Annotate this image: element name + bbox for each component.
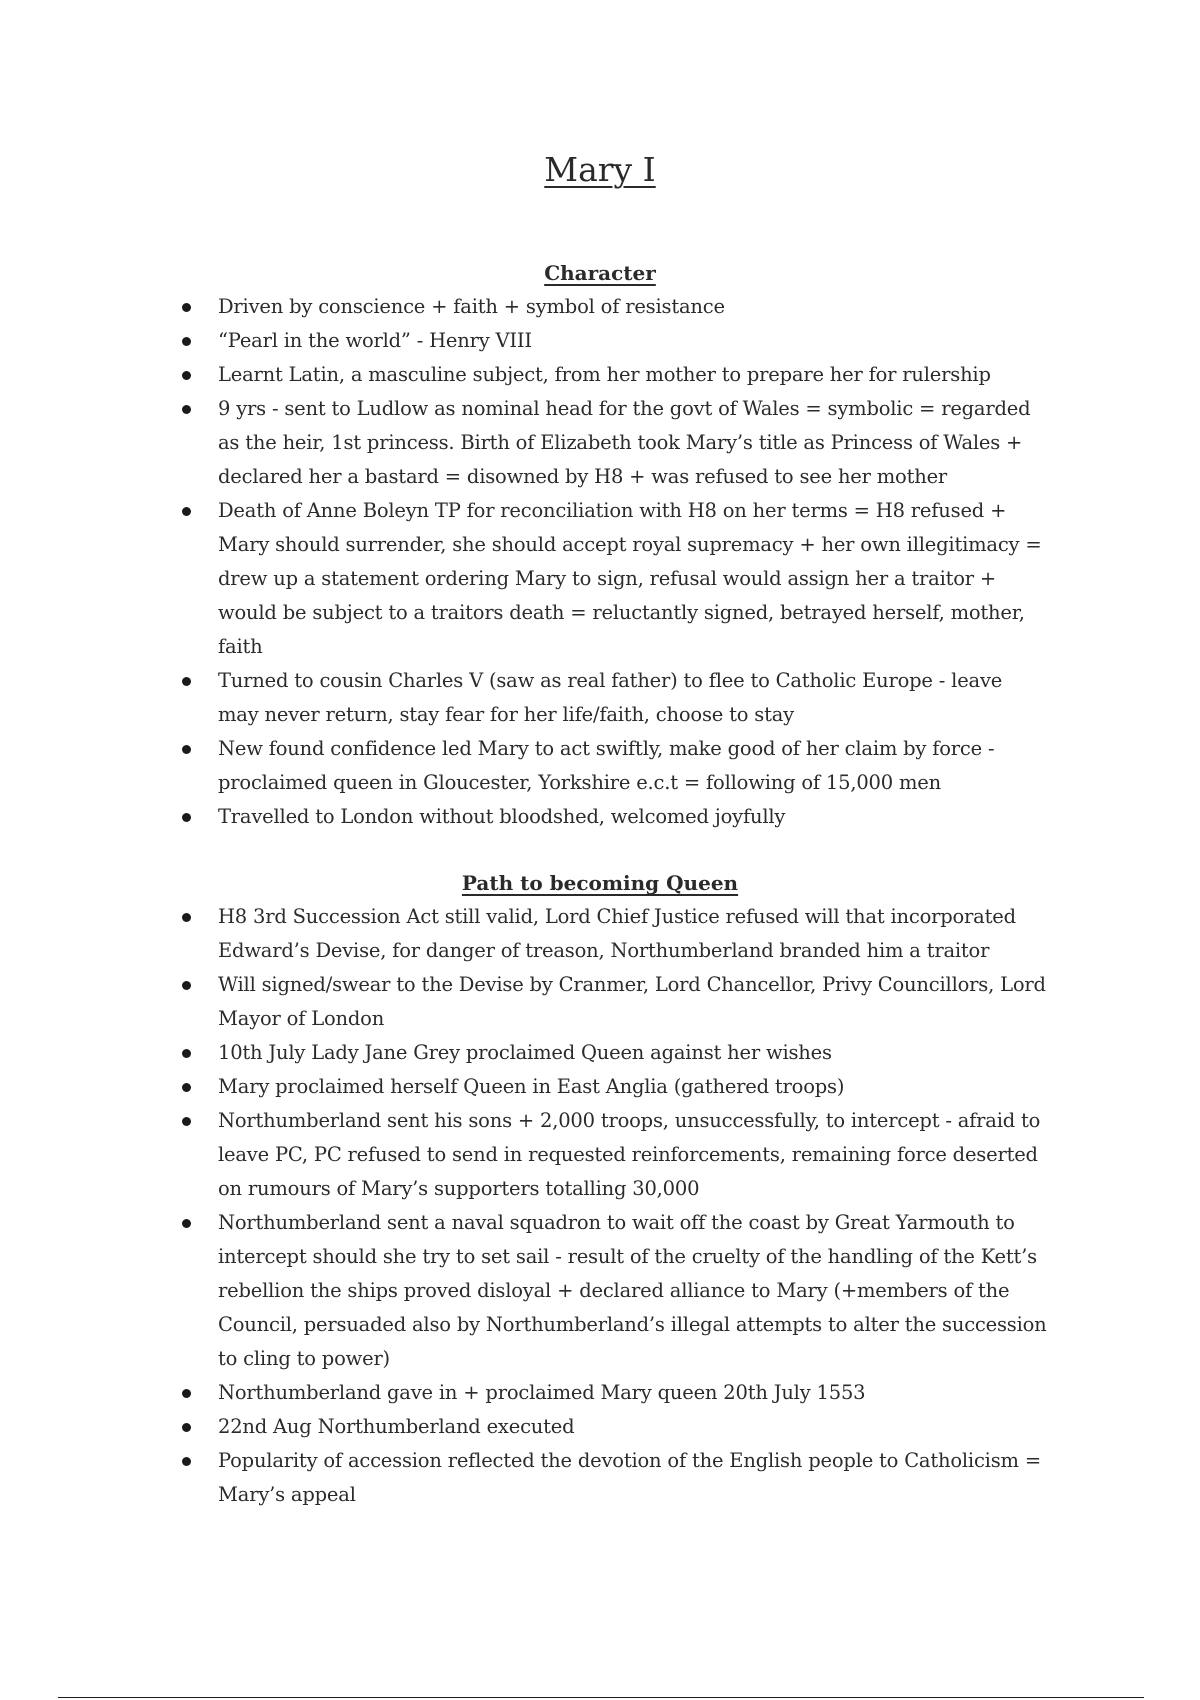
list-item-text: 22nd Aug Northumberland executed bbox=[218, 1415, 575, 1438]
list-item-text: Mary proclaimed herself Queen in East Anglia (gathered troops) bbox=[218, 1075, 845, 1098]
list-item bbox=[0, 290, 1048, 324]
footer-divider bbox=[58, 1697, 1144, 1698]
list-item bbox=[0, 1036, 1048, 1070]
bullet-icon bbox=[182, 1219, 191, 1228]
bullet-icon bbox=[182, 337, 191, 346]
character-section bbox=[0, 256, 1200, 834]
character-list bbox=[0, 290, 1200, 834]
path-heading: Path to becoming Queen bbox=[461, 871, 739, 895]
list-item-text: Northumberland sent a naval squadron to wait off the coast by Great Yarmouth to intercept should she try to set sail - result of the cruelty of the handling of the Kett’s rebellion the ships proved disloyal + declared alliance to Mary (+members of the Council, persuaded also by Northumberland’s illegal attempts to alter the succession to cling to power) bbox=[218, 1211, 1047, 1370]
page-title: Mary I bbox=[544, 150, 656, 189]
list-item-text: Will signed/swear to the Devise by Cranmer, Lord Chancellor, Privy Councillors, Lord Mayor of London bbox=[218, 973, 1046, 1030]
list-item bbox=[0, 732, 1048, 800]
list-item bbox=[0, 900, 1048, 968]
bullet-icon bbox=[182, 371, 191, 380]
list-item bbox=[0, 324, 1048, 358]
bullet-icon bbox=[182, 1049, 191, 1058]
list-item bbox=[0, 800, 1048, 834]
list-item-text: Northumberland sent his sons + 2,000 troops, unsuccessfully, to intercept - afraid to leave PC, PC refused to send in requested reinforcements, remaining force deserted on rumours of Mary’s supporters totalling 30,000 bbox=[218, 1109, 1041, 1200]
list-item bbox=[0, 1376, 1048, 1410]
bullet-icon bbox=[182, 303, 191, 312]
list-item-text: Turned to cousin Charles V (saw as real father) to flee to Catholic Europe - leave may never return, stay fear for her life/faith, choose to stay bbox=[218, 669, 1003, 726]
bullet-icon bbox=[182, 1423, 191, 1432]
list-item-text: 10th July Lady Jane Grey proclaimed Queen against her wishes bbox=[218, 1041, 832, 1064]
bullet-icon bbox=[182, 913, 191, 922]
list-item-text: H8 3rd Succession Act still valid, Lord Chief Justice refused will that incorporated Edward’s Devise, for danger of treason, Northumberland branded him a traitor bbox=[218, 905, 1016, 962]
list-item bbox=[0, 968, 1048, 1036]
list-item bbox=[0, 1104, 1048, 1206]
bullet-icon bbox=[182, 981, 191, 990]
list-item-text: New found confidence led Mary to act swiftly, make good of her claim by force - proclaimed queen in Gloucester, Yorkshire e.c.t = following of 15,000 men bbox=[218, 737, 995, 794]
list-item-text: Learnt Latin, a masculine subject, from her mother to prepare her for rulership bbox=[218, 363, 991, 386]
list-item bbox=[0, 664, 1048, 732]
list-item-text: Travelled to London without bloodshed, welcomed joyfully bbox=[218, 805, 786, 828]
list-item-text: 9 yrs - sent to Ludlow as nominal head for the govt of Wales = symbolic = regarded as the heir, 1st princess. Birth of Elizabeth took Mary’s title as Princess of Wales + declared her a bastard = disowned by H8 + was refused to see her mother bbox=[218, 397, 1031, 488]
character-heading: Character bbox=[544, 261, 656, 285]
path-list bbox=[0, 900, 1200, 1512]
list-item-text: “Pearl in the world” - Henry VIII bbox=[218, 329, 532, 352]
list-item bbox=[0, 1070, 1048, 1104]
list-item bbox=[0, 494, 1048, 664]
bullet-icon bbox=[182, 813, 191, 822]
list-item-text: Driven by conscience + faith + symbol of resistance bbox=[218, 295, 725, 318]
bullet-icon bbox=[182, 1083, 191, 1092]
bullet-icon bbox=[182, 1457, 191, 1466]
list-item bbox=[0, 392, 1048, 494]
path-to-queen-section bbox=[0, 866, 1200, 1512]
list-item bbox=[0, 1206, 1048, 1376]
bullet-icon bbox=[182, 745, 191, 754]
list-item bbox=[0, 358, 1048, 392]
bullet-icon bbox=[182, 1117, 191, 1126]
list-item-text: Northumberland gave in + proclaimed Mary queen 20th July 1553 bbox=[218, 1381, 866, 1404]
list-item bbox=[0, 1410, 1048, 1444]
bullet-icon bbox=[182, 1389, 191, 1398]
list-item-text: Popularity of accession reflected the devotion of the English people to Catholicism = Mary’s appeal bbox=[218, 1449, 1041, 1506]
bullet-icon bbox=[182, 677, 191, 686]
list-item-text: Death of Anne Boleyn TP for reconciliation with H8 on her terms = H8 refused + Mary should surrender, she should accept royal supremacy + her own illegitimacy = drew up a statement ordering Mary to sign, refusal would assign her a traitor + would be subject to a traitors death = reluctantly signed, betrayed herself, mother, faith bbox=[218, 499, 1042, 658]
list-item bbox=[0, 1444, 1048, 1512]
bullet-icon bbox=[182, 507, 191, 516]
bullet-icon bbox=[182, 405, 191, 414]
